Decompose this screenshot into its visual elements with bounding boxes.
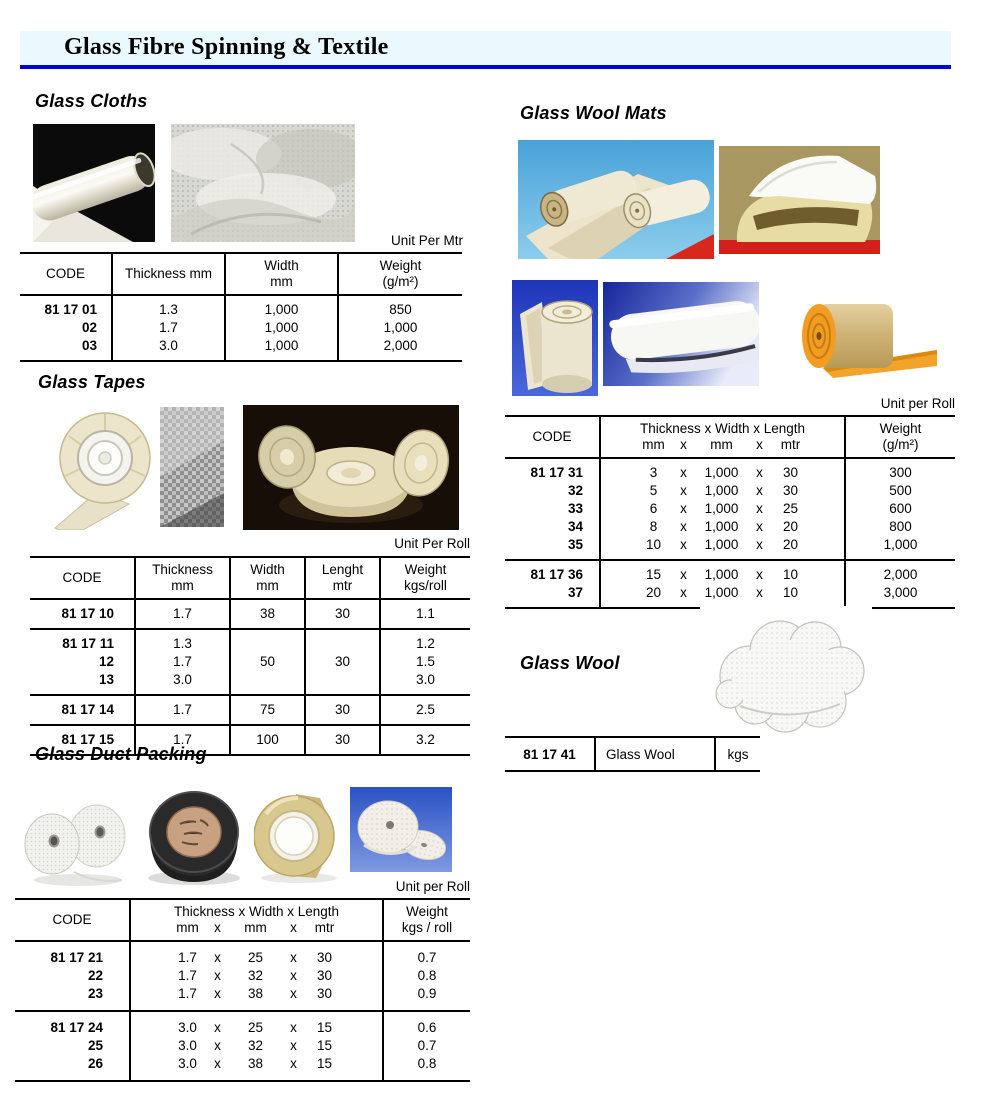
value-cell: 1.7 [135,695,230,725]
table-header-row [30,557,470,599]
page-title: Glass Fibre Spinning & Textile [64,34,389,60]
value-cell: 1.1 [380,599,470,629]
value-cell: 2.5 [380,695,470,725]
unit-label-glass-duct-packing: Unit per Roll [395,879,470,894]
unit-label-glass-tapes: Unit Per Roll [394,536,470,551]
duct-tape-photo [140,782,248,888]
column-header: Weight kgs / roll [383,899,470,941]
value-cell: 300 500 600 800 1,000 [845,458,955,560]
column-header: CODE [45,266,85,281]
product-name-cell: Glass Wool [595,737,715,771]
value-cell: 1,000 1,000 1,000 [225,295,338,361]
section-heading-glass-wool-mats: Glass Wool Mats [520,103,667,123]
glass-tape-weave-photo [160,407,224,527]
glass-cloth-roll-photo [33,124,155,242]
data-table [30,556,470,756]
glass-cloths-table [20,252,462,362]
glass-tapes-table [30,556,470,756]
value-cell: 1.3 1.7 3.0 [135,629,230,695]
wool-cloud-photo [700,606,872,744]
code-cell: 81 17 24 25 26 [50,1020,103,1071]
code-cell: 81 17 10 [61,606,114,621]
value-cell: 0.7 0.8 0.9 [383,941,470,1011]
code-cell: 81 17 14 [61,702,114,717]
table-row-group [30,599,470,629]
glass-wool-mats-table [505,415,955,609]
column-header: Thickness mm [112,253,225,295]
table-header-row [505,416,955,458]
value-cell: 2,000 3,000 [845,560,955,608]
code-cell: 81 17 21 22 23 [50,950,103,1001]
value-cell: 15 x 1,000 x 10 20 x 1,000 x 10 [600,560,845,608]
value-cell: 100 [230,725,305,755]
table-row-group [505,458,955,560]
column-header: CODE [62,570,102,585]
title-underline-rule [20,65,951,69]
column-header: Thickness mm [135,557,230,599]
glass-wool-table [505,736,760,772]
table-row-group [15,1011,470,1081]
value-cell: 3.2 [380,725,470,755]
value-cell: 0.6 0.7 0.8 [383,1011,470,1081]
value-cell: 1.7 [135,725,230,755]
column-header: Weight (g/m²) [845,416,955,458]
value-cell: 3 x 1,000 x 30 5 x 1,000 x 30 6 x 1,000 x 25 8 x 1,000 x 20 10 x 1,000 x 20 [600,458,845,560]
column-header: Width mm [225,253,338,295]
column-header: Thickness x Width x Length mm x mm x mtr [600,416,845,458]
table-header-row [20,253,462,295]
table-row [505,737,760,771]
code-cell: 81 17 11 12 13 [62,636,114,687]
white-rolls-photo [350,787,452,872]
section-heading-glass-wool: Glass Wool [520,653,620,673]
value-cell: 30 [305,629,380,695]
folded-mat-photo [719,146,880,254]
wool-roll-portrait-photo [512,280,598,396]
value-cell: 1.7 x 25 x 30 1.7 x 32 x 30 1.7 x 38 x 30 [130,941,383,1011]
table-row-group [30,695,470,725]
column-header: Weight (g/m²) [338,253,462,295]
unit-label-glass-wool-mats: Unit per Roll [880,396,955,411]
orange-foil-roll-photo [767,292,943,380]
glass-cloth-fabric-photo [171,124,355,242]
code-cell: 81 17 01 02 03 [44,302,97,353]
section-heading-glass-duct-packing: Glass Duct Packing [35,744,207,764]
column-header: Lenght mtr [305,557,380,599]
data-table [15,898,470,1082]
column-header: Width mm [230,557,305,599]
data-table [20,252,462,362]
value-cell: 30 [305,599,380,629]
code-cell: 81 17 41 [523,746,576,762]
value-cell: 850 1,000 2,000 [338,295,462,361]
column-header: Thickness x Width x Length mm x mm x mtr [130,899,383,941]
table-row-group [20,295,462,361]
value-cell: 75 [230,695,305,725]
unit-cell: kgs [715,737,760,771]
glass-tape-pile-photo [243,405,459,530]
value-cell: 1.3 1.7 3.0 [112,295,225,361]
value-cell: 1.7 [135,599,230,629]
data-table [505,415,955,609]
wool-roll-landscape-photo [603,282,759,386]
table-row-group [30,629,470,695]
column-header: CODE [52,912,92,927]
column-header: Weight kgs/roll [380,557,470,599]
code-cell: 81 17 15 [61,732,114,747]
table-row-group [15,941,470,1011]
code-cell: 81 17 31 32 33 34 35 [530,465,583,552]
glass-duct-packing-table [15,898,470,1082]
unit-label-glass-cloths: Unit Per Mtr [390,233,463,248]
packing-tape-photo [254,786,344,886]
glass-tape-roll-photo [45,406,157,530]
value-cell: 30 [305,725,380,755]
column-header: CODE [532,429,572,444]
value-cell: 3.0 x 25 x 15 3.0 x 32 x 15 3.0 x 38 x 15 [130,1011,383,1081]
table-header-row [15,899,470,941]
table-row-group [505,560,955,608]
value-cell: 30 [305,695,380,725]
section-heading-glass-tapes: Glass Tapes [38,372,146,392]
fibre-discs-photo [18,792,132,890]
value-cell: 38 [230,599,305,629]
code-cell: 81 17 36 37 [530,567,583,600]
value-cell: 50 [230,629,305,695]
wool-mats-blue-photo [518,140,714,259]
value-cell: 1.2 1.5 3.0 [380,629,470,695]
section-heading-glass-cloths: Glass Cloths [35,91,148,111]
